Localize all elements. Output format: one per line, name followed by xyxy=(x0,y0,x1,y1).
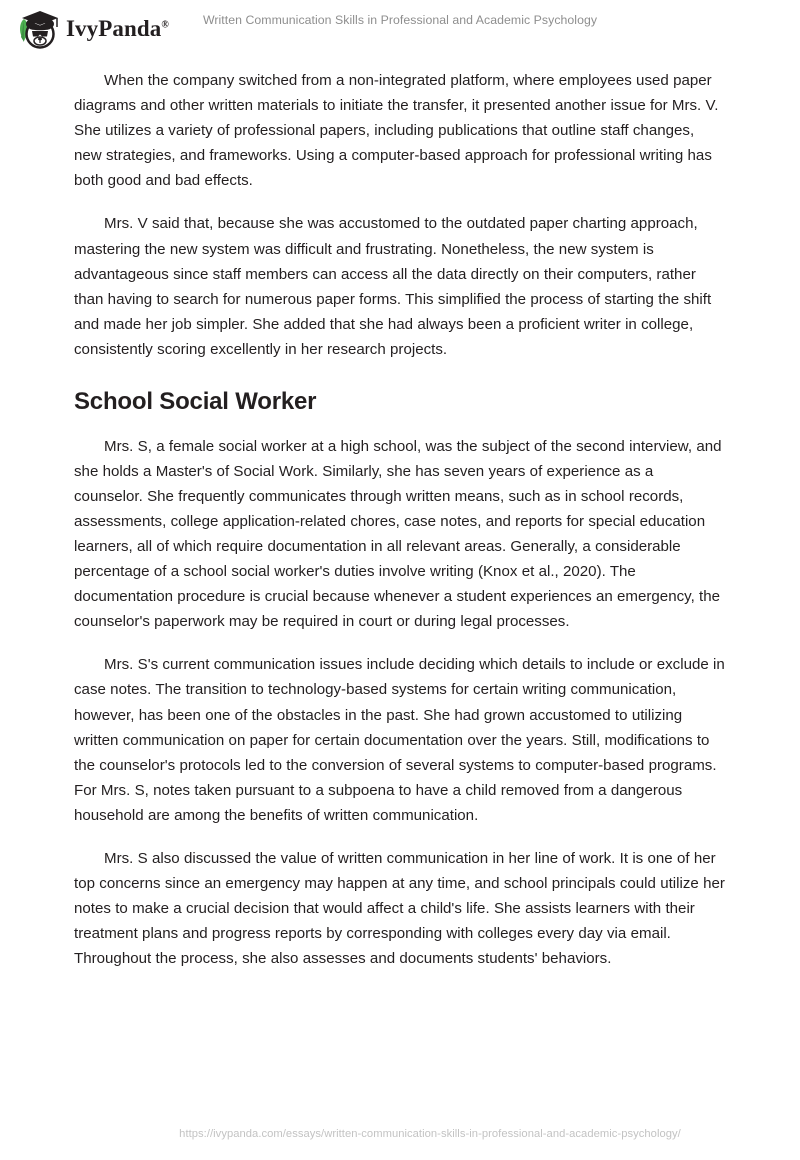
document-title: Written Communication Skills in Professional and Academic Psychology xyxy=(202,13,598,27)
body-paragraph: Mrs. S, a female social worker at a high school, was the subject of the second interview, and she holds a Master's of Social Work. Similarly, she has seven years of experience as a counselor. She frequently communicates through written means, such as in school records, assessments, college application-related chores, case notes, and reports for special education learners, all of which require documentation in all relevant areas. Generally, a considerable percentage of a school social worker's duties involve writing (Knox et al., 2020). The documentation procedure is crucial because whenever a student experiences an emergency, the counselor's paperwork may be required in court or during legal processes. xyxy=(74,437,722,631)
registered-trademark-icon: ® xyxy=(161,18,169,30)
brand-name-text: IvyPanda xyxy=(66,15,162,41)
body-paragraph: Mrs. S also discussed the value of written communication in her line of work. It is one of her top concerns since an emergency may happen at any time, and school principals could utilize her notes to make a crucial decision that would affect a child's life. She assists learners with their treatment plans and progress reports by corresponding with colleges every day via email. Throughout the process, she also assesses and documents students' behaviors. xyxy=(74,850,725,968)
body-paragraph: When the company switched from a non-integrated platform, where employees used paper diagrams and other written materials to initiate the transfer, it presented another issue for Mrs. V. She utilizes a variety of professional papers, including publications that outline staff changes, new strategies, and frameworks. Using a computer-based approach for professional writing has both good and bad effects. xyxy=(74,72,719,190)
body-paragraph: Mrs. V said that, because she was accustomed to the outdated paper charting approach, mastering the new system was difficult and frustrating. Nonetheless, the new system is advantageous since staff members can access all the data directly on their computers, rather than having to search for numerous paper forms. This simplified the process of starting the shift and made her job simpler. She added that she had always been a proficient writer in college, consistently scoring excellently in her research projects. xyxy=(74,215,712,358)
document-body xyxy=(74,68,726,990)
source-url-link[interactable]: https://ivypanda.com/essays/written-communication-skills-in-professional-and-academic-psychology/ xyxy=(179,1128,681,1140)
page-header xyxy=(0,0,800,58)
section-heading: School Social Worker xyxy=(74,388,317,416)
page-footer xyxy=(0,1124,800,1142)
body-paragraph: Mrs. S's current communication issues include deciding which details to include or exclude in case notes. The transition to technology-based systems for certain writing communication, however, has been one of the obstacles in the past. She had grown accustomed to utilizing written communication on paper for certain documentation over the years. Still, modifications to the counselor's protocols led to the conversion of several systems to computer-based programs. For Mrs. S, notes taken pursuant to a subpoena to have a child removed from a dangerous household are among the benefits of written communication. xyxy=(74,656,725,824)
